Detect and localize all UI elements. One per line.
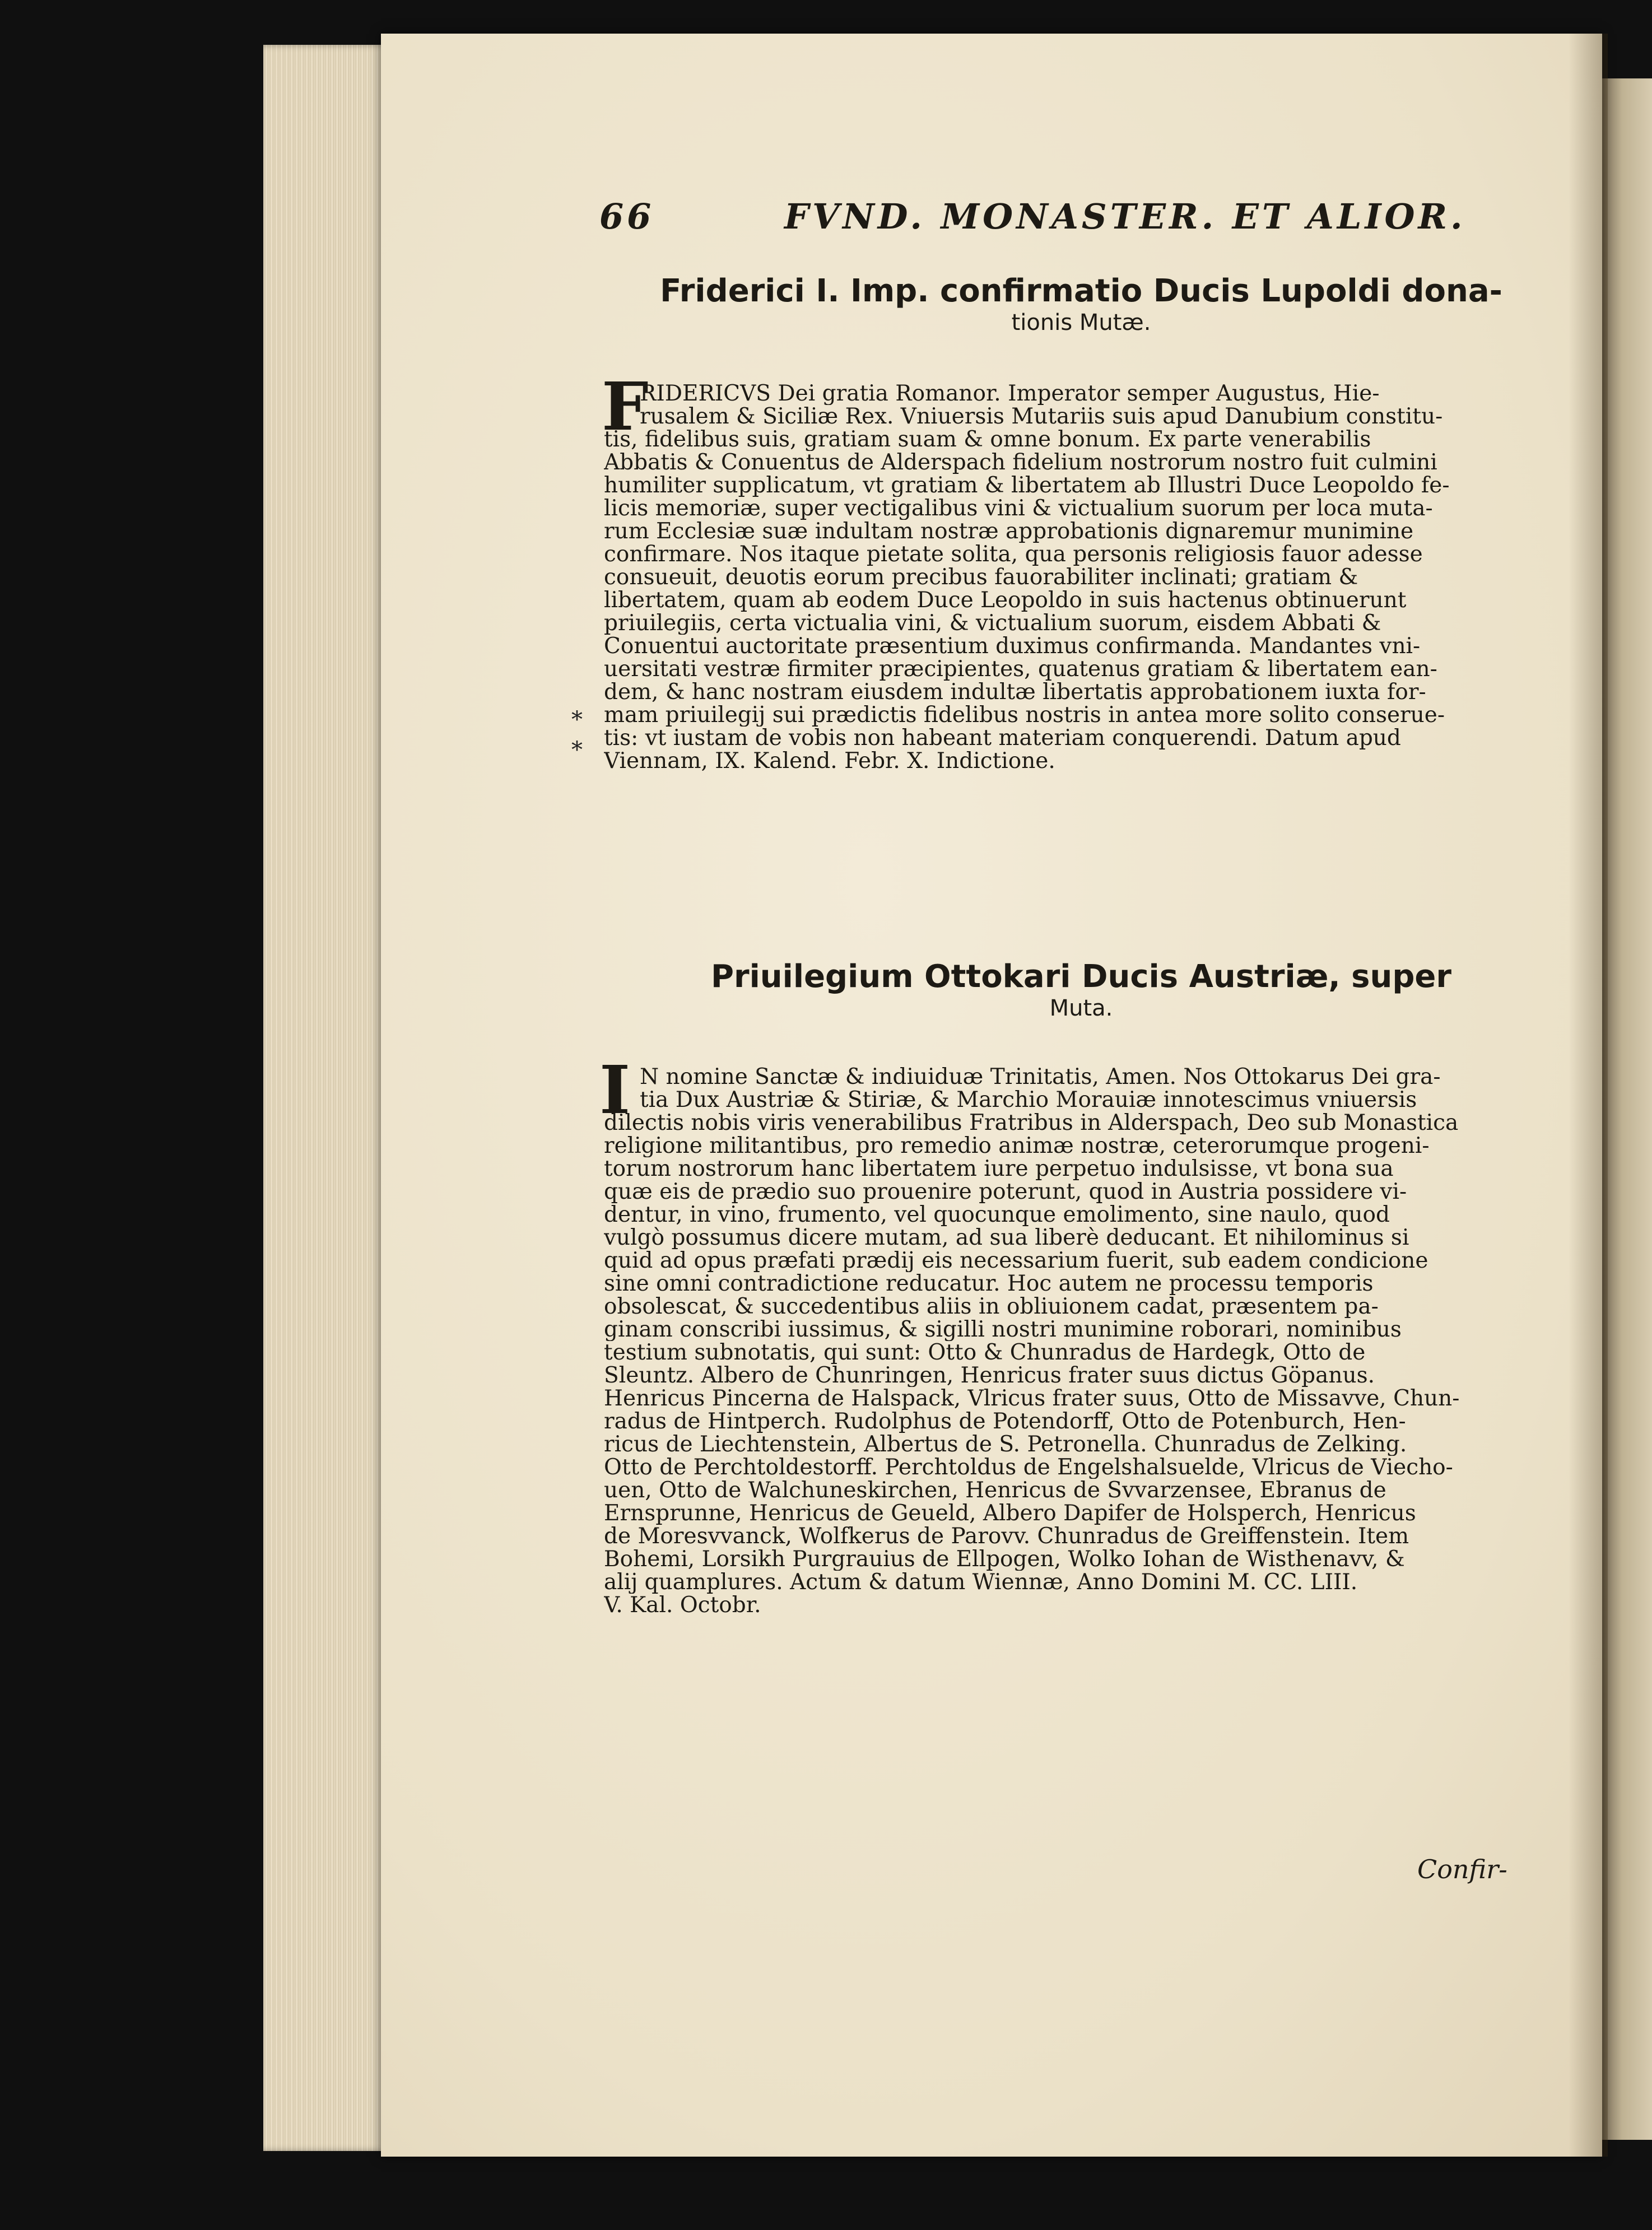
- facing-page-edge: [1602, 78, 1652, 2140]
- text-line: Viennam, IX. Kalend. Febr. X. Indictione.: [604, 749, 1055, 772]
- running-title: FVND. MONASTER. ET ALIOR.: [784, 196, 1466, 237]
- text-line: alij quamplures. Actum & datum Wiennæ, Anno Domini M. CC. LIII.: [604, 1571, 1358, 1594]
- text-line: consueuit, deuotis eorum precibus fauorabiliter inclinati; gratiam &: [604, 566, 1358, 589]
- margin-asterisk: *: [571, 737, 583, 763]
- text-line: tis, fidelibus suis, gratiam suam & omne bonum. Ex parte venerabilis: [604, 428, 1371, 451]
- section2-title-line2: Muta.: [1049, 995, 1113, 1021]
- text-line: confirmare. Nos itaque pietate solita, qua personis religiosis fauor adesse: [604, 543, 1423, 566]
- text-line: Conuentui auctoritate præsentium duximus confirmanda. Mandantes vni-: [604, 635, 1421, 658]
- section2-title-line1: Priuilegium Ottokari Ducis Austriæ, super: [710, 958, 1452, 995]
- text-line: libertatem, quam ab eodem Duce Leopoldo in suis hactenus obtinuerunt: [604, 589, 1407, 612]
- text-line: torum nostrorum hanc libertatem iure perpetuo indulsisse, vt bona sua: [604, 1157, 1394, 1180]
- text-line: religione militantibus, pro remedio animæ nostræ, ceterorumque progeni-: [604, 1134, 1430, 1157]
- text-line: tia Dux Austriæ & Stiriæ, & Marchio Morauiæ innotescimus vniuersis: [640, 1088, 1417, 1111]
- section2-dropcap: I: [599, 1051, 631, 1129]
- text-line: dilectis nobis viris venerabilibus Fratribus in Alderspach, Deo sub Monastica: [604, 1111, 1459, 1134]
- catchword: Confir-: [1417, 1854, 1507, 1884]
- text-line: rusalem & Siciliæ Rex. Vniuersis Mutariis suis apud Danubium constitu-: [640, 405, 1443, 428]
- text-line: de Moresvvanck, Wolfkerus de Parovv. Chunradus de Greiffenstein. Item: [604, 1525, 1409, 1548]
- page-edges: [263, 45, 392, 2151]
- text-line: radus de Hintperch. Rudolphus de Potendorff, Otto de Potenburch, Hen-: [604, 1410, 1406, 1433]
- text-line: quæ eis de prædio suo prouenire poterunt, quod in Austria possidere vi-: [604, 1180, 1407, 1203]
- text-line: Otto de Perchtoldestorff. Perchtoldus de Engelshalsuelde, Vlricus de Viecho-: [604, 1456, 1453, 1479]
- gutter-shadow: [1569, 34, 1608, 2157]
- page-number: 66: [599, 196, 655, 237]
- text-line: V. Kal. Octobr.: [604, 1594, 761, 1617]
- section1-title-line1: Friderici I. Imp. confirmatio Ducis Lupoldi dona-: [660, 273, 1502, 309]
- text-line: mam priuilegij sui prædictis fidelibus nostris in antea more solito conserue-: [604, 704, 1445, 727]
- text-line: sine omni contradictione reducatur. Hoc autem ne processu temporis: [604, 1272, 1374, 1295]
- text-line: licis memoriæ, super vectigalibus vini & victualium suorum per loca muta-: [604, 497, 1433, 520]
- text-line: rum Ecclesiæ suæ indultam nostræ approbationis dignaremur munimine: [604, 520, 1414, 543]
- section1-dropcap: F: [602, 367, 649, 445]
- text-line: uen, Otto de Walchuneskirchen, Henricus de Svvarzensee, Ebranus de: [604, 1479, 1386, 1502]
- text-line: quid ad opus præfati prædij eis necessarium fuerit, sub eadem condicione: [604, 1249, 1428, 1272]
- text-line: ginam conscribi iussimus, & sigilli nostri munimine roborari, nominibus: [604, 1318, 1402, 1341]
- margin-asterisk: *: [571, 707, 583, 733]
- text-line: Ernsprunne, Henricus de Geueld, Albero Dapifer de Holsperch, Henricus: [604, 1502, 1416, 1525]
- text-line: priuilegiis, certa victualia vini, & victualium suorum, eisdem Abbati &: [604, 612, 1381, 635]
- text-line: humiliter supplicatum, vt gratiam & libertatem ab Illustri Duce Leopoldo fe-: [604, 474, 1450, 497]
- running-head: [599, 196, 1541, 246]
- text-line: Henricus Pincerna de Halspack, Vlricus frater suus, Otto de Missavve, Chun-: [604, 1387, 1460, 1410]
- text-line: Sleuntz. Albero de Chunringen, Henricus frater suus dictus Göpanus.: [604, 1364, 1375, 1387]
- section1-body: [604, 382, 1525, 772]
- text-line: testium subnotatis, qui sunt: Otto & Chunradus de Hardegk, Otto de: [604, 1341, 1366, 1364]
- section2-body: [604, 1065, 1525, 1617]
- section2-title: [622, 959, 1541, 1022]
- text-line: vulgò possumus dicere mutam, ad sua liberè deducant. Et nihilominus si: [604, 1226, 1409, 1249]
- text-line: Abbatis & Conuentus de Alderspach fidelium nostrorum nostro fuit culmini: [604, 451, 1437, 474]
- section1-title-line2: tionis Mutæ.: [1011, 310, 1151, 336]
- text-line: dentur, in vino, frumento, vel quocunque emolimento, sine naulo, quod: [604, 1203, 1390, 1226]
- text-line: obsolescat, & succedentibus aliis in obliuionem cadat, præsentem pa-: [604, 1295, 1379, 1318]
- text-line: Bohemi, Lorsikh Purgrauius de Ellpogen, Wolko Iohan de Wisthenavv, &: [604, 1548, 1405, 1571]
- section1-title: [622, 273, 1541, 336]
- text-line: uersitati vestræ firmiter præcipientes, quatenus gratiam & libertatem ean-: [604, 658, 1437, 681]
- text-line: tis: vt iustam de vobis non habeant materiam conquerendi. Datum apud: [604, 727, 1401, 749]
- text-line: RIDERICVS Dei gratia Romanor. Imperator semper Augustus, Hie-: [640, 382, 1380, 405]
- text-line: N nomine Sanctæ & indiuiduæ Trinitatis, Amen. Nos Ottokarus Dei gra-: [640, 1065, 1441, 1088]
- text-line: ricus de Liechtenstein, Albertus de S. Petronella. Chunradus de Zelking.: [604, 1433, 1407, 1456]
- text-line: dem, & hanc nostram eiusdem indultæ libertatis approbationem iuxta for-: [604, 681, 1426, 704]
